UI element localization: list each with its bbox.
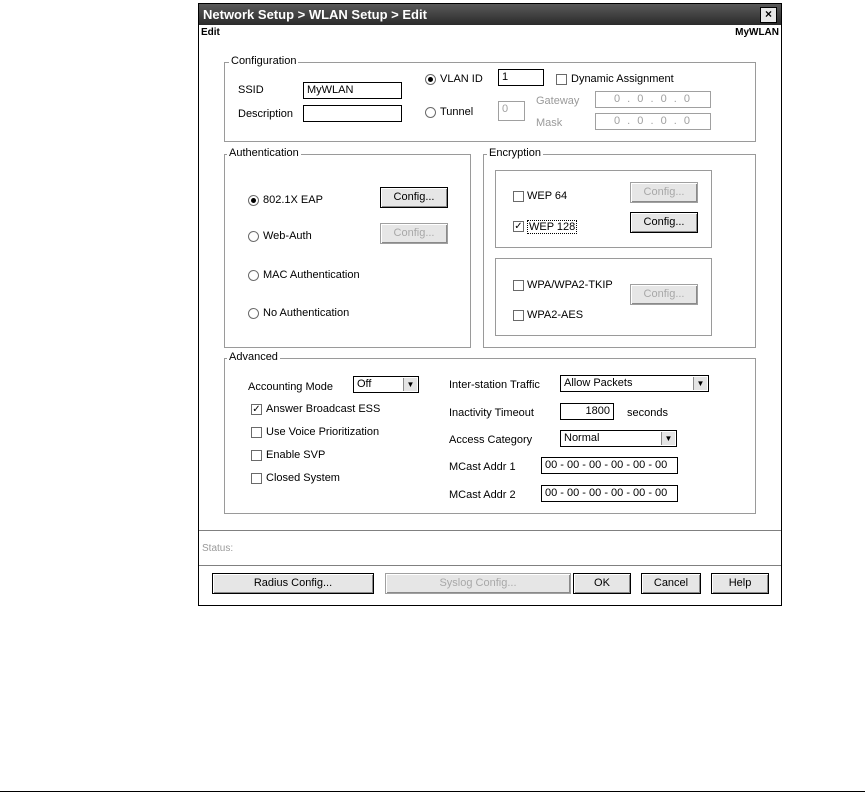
mask-label: Mask [536, 117, 563, 129]
tunnel-radio[interactable] [425, 107, 436, 118]
auth-web-auth-config-button[interactable]: Config... [380, 223, 448, 244]
title-bar [199, 4, 781, 25]
auth-8021x-config-button[interactable]: Config... [380, 187, 448, 208]
chevron-down-icon[interactable]: ▼ [693, 377, 707, 390]
page-bottom-rule [0, 791, 865, 792]
seconds-label: seconds [627, 407, 668, 419]
radius-config-button[interactable]: Radius Config... [212, 573, 374, 594]
wpa-config-button[interactable]: Config... [630, 284, 698, 305]
description-input[interactable] [303, 105, 402, 122]
mcast-addr-2-input[interactable]: 00 - 00 - 00 - 00 - 00 - 00 [541, 485, 678, 502]
gateway-label: Gateway [536, 95, 580, 107]
answer-broadcast-label: Answer Broadcast ESS [266, 403, 381, 415]
syslog-config-button[interactable]: Syslog Config... [385, 573, 571, 594]
ssid-input[interactable]: MyWLAN [303, 82, 402, 99]
tunnel-input[interactable]: 0 [498, 101, 525, 121]
wep64-label: WEP 64 [527, 190, 568, 202]
voice-prioritization-label: Use Voice Prioritization [266, 426, 380, 438]
status-divider-top [199, 530, 781, 531]
auth-radio-none[interactable] [248, 308, 259, 319]
help-button[interactable]: Help [711, 573, 769, 594]
edit-label: Edit [201, 27, 220, 38]
auth-label-none: No Authentication [263, 307, 350, 319]
cancel-button[interactable]: Cancel [641, 573, 701, 594]
vlan-id-radio[interactable] [425, 74, 436, 85]
access-category-select[interactable] [560, 430, 677, 447]
answer-broadcast-checkbox[interactable]: ✓ [252, 404, 261, 415]
inter-station-select[interactable] [560, 375, 709, 392]
wep64-config-button[interactable]: Config... [630, 182, 698, 203]
accounting-mode-value: Off [357, 378, 372, 390]
chevron-down-icon[interactable]: ▼ [661, 432, 675, 445]
inter-station-label: Inter-station Traffic [449, 379, 540, 391]
chevron-down-icon[interactable]: ▼ [403, 378, 417, 391]
tunnel-label: Tunnel [440, 106, 474, 118]
enable-svp-checkbox[interactable] [251, 450, 262, 461]
header-bar [199, 26, 781, 40]
advanced-legend: Advanced [229, 351, 278, 363]
wep128-checkbox[interactable]: ✓ [514, 221, 523, 232]
dynamic-assignment-label: Dynamic Assignment [571, 73, 674, 85]
closed-system-label: Closed System [266, 472, 340, 484]
mcast-addr-1-label: MCast Addr 1 [449, 461, 516, 473]
access-category-label: Access Category [449, 434, 533, 446]
wpa-tkip-label: WPA/WPA2-TKIP [527, 279, 613, 291]
wep64-checkbox[interactable] [513, 191, 524, 202]
closed-system-checkbox[interactable] [251, 473, 262, 484]
inactivity-timeout-input[interactable]: 1800 [560, 403, 614, 420]
accounting-mode-label: Accounting Mode [248, 381, 333, 393]
accounting-mode-select[interactable] [353, 376, 419, 393]
auth-label-mac: MAC Authentication [263, 269, 360, 281]
wpa-tkip-checkbox[interactable] [513, 280, 524, 291]
wlan-name-label: MyWLAN [735, 27, 779, 38]
authentication-legend: Authentication [229, 147, 299, 159]
ok-button[interactable]: OK [573, 573, 631, 594]
wep128-label: WEP 128 [529, 221, 576, 233]
configuration-legend: Configuration [231, 55, 297, 67]
ssid-label: SSID [238, 84, 264, 96]
wpa2-aes-checkbox[interactable] [513, 310, 524, 321]
inactivity-timeout-label: Inactivity Timeout [449, 407, 534, 419]
access-category-value: Normal [564, 432, 600, 444]
status-label: Status: [202, 543, 234, 554]
auth-radio-8021x[interactable] [248, 195, 259, 206]
voice-prioritization-checkbox[interactable] [251, 427, 262, 438]
auth-radio-web-auth[interactable] [248, 231, 259, 242]
mcast-addr-1-input[interactable]: 00 - 00 - 00 - 00 - 00 - 00 [541, 457, 678, 474]
description-label: Description [238, 108, 294, 120]
auth-label-8021x: 802.1X EAP [263, 194, 323, 206]
enable-svp-label: Enable SVP [266, 449, 326, 461]
wep128-config-button[interactable]: Config... [630, 212, 698, 233]
mcast-addr-2-label: MCast Addr 2 [449, 489, 516, 501]
wlan-edit-dialog [198, 3, 782, 606]
dynamic-assignment-checkbox[interactable] [556, 74, 567, 85]
mask-input[interactable]: 0 . 0 . 0 . 0 [595, 113, 711, 130]
vlan-id-input[interactable]: 1 [498, 69, 544, 86]
auth-label-web-auth: Web-Auth [263, 230, 312, 242]
vlan-id-label: VLAN ID [440, 73, 483, 85]
gateway-input[interactable]: 0 . 0 . 0 . 0 [595, 91, 711, 108]
close-icon[interactable]: × [760, 7, 777, 23]
wpa2-aes-label: WPA2-AES [527, 309, 584, 321]
window-title: Network Setup > WLAN Setup > Edit [203, 7, 427, 22]
inter-station-value: Allow Packets [564, 377, 633, 389]
auth-radio-mac[interactable] [248, 270, 259, 281]
encryption-legend: Encryption [489, 147, 541, 159]
status-divider-bottom [199, 565, 781, 566]
